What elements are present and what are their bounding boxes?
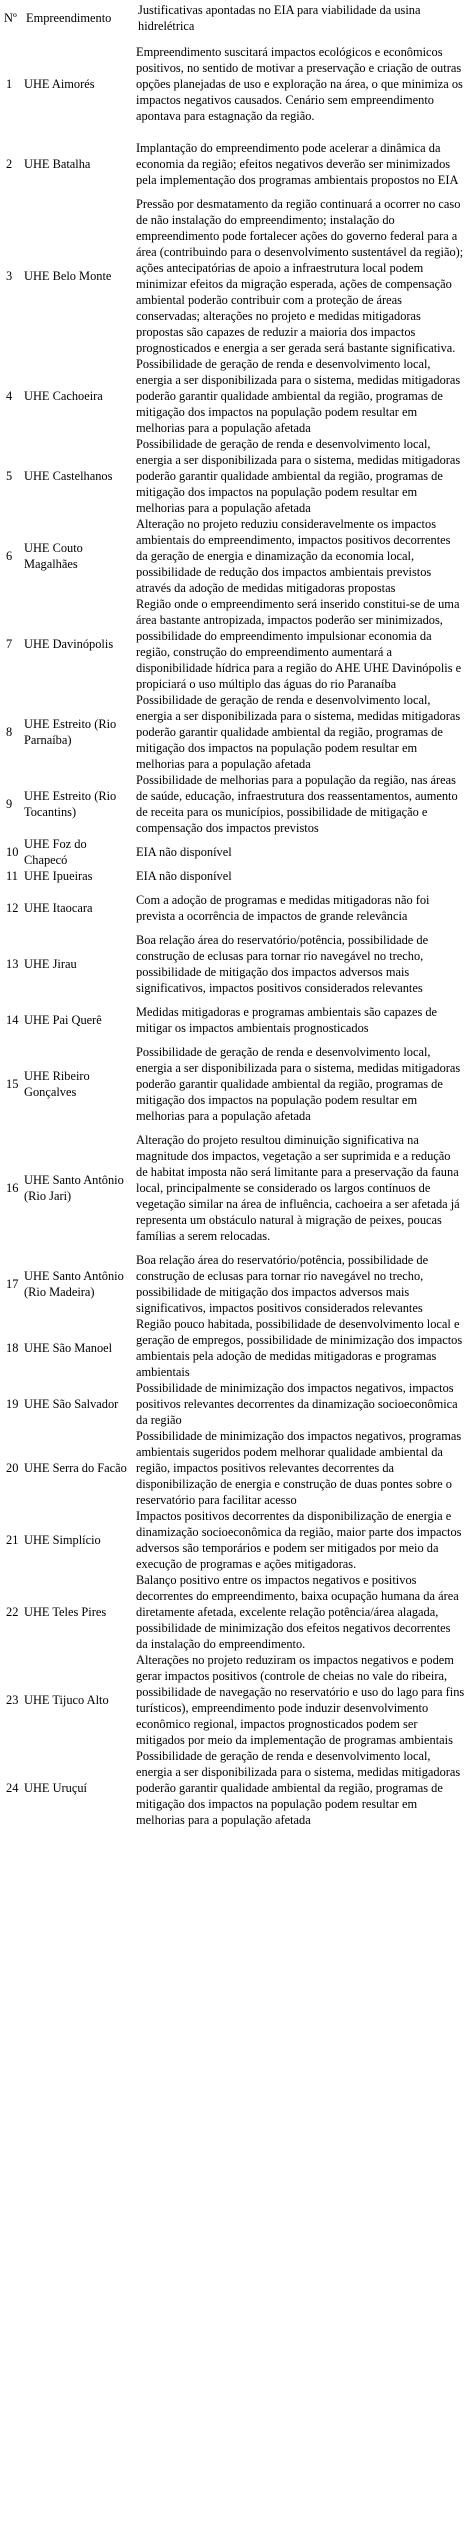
- justification-text: Possibilidade de geração de renda e desenvolvimento local, energia a ser disponibilizada para o sistema, medidas mitigadoras poderão garantir qualidade ambiental da região, programas de mitigação dos impactos na população podem resultar em melhorias para a população afetada: [136, 437, 461, 515]
- project-name: UHE Batalha: [24, 157, 91, 171]
- row-number: 11: [6, 869, 18, 883]
- project-name: UHE Pai Querê: [24, 1013, 102, 1027]
- table-row: [0, 1044, 469, 1124]
- table-row: [0, 36, 469, 132]
- table-row: [0, 884, 469, 932]
- justification-text: Com a adoção de programas e medidas mitigadoras não foi prevista a ocorrência de impactos de grande relevância: [136, 893, 430, 923]
- table-row: [0, 1652, 469, 1748]
- table-row: [0, 1380, 469, 1428]
- table-row: [0, 1124, 469, 1252]
- justification-text: Pressão por desmatamento da região continuará a ocorrer no caso de não instalação do empreendimento; instalação do empreendimento pode fortalecer ações do governo federal para a área (contribuindo para o desenvolvimento sustentável da região); ações antecipatórias de apoio a infraestrutura local podem minimizar efeitos da migração esperada, ações de compensação ambiental poderão contribuir com a proteção de áreas conservadas; alterações no projeto e medidas mitigadoras propostas são capazes de reduzir a maioria dos impactos prognosticados e energia a ser gerada será bastante significativa.: [136, 197, 464, 355]
- project-name: UHE São Manoel: [24, 1341, 113, 1355]
- project-name: UHE Santo Antônio (Rio Madeira): [24, 1269, 124, 1299]
- project-name: UHE Jirau: [24, 957, 77, 971]
- project-name: UHE Cachoeira: [24, 389, 103, 403]
- project-name: UHE Belo Monte: [24, 269, 112, 283]
- row-number: 5: [6, 469, 13, 483]
- justification-text: Possibilidade de geração de renda e desenvolvimento local, energia a ser disponibilizada para o sistema, medidas mitigadoras poderão garantir qualidade ambiental da região, programas de mitigação dos impactos na população podem resultar em melhorias para a população afetada: [136, 1749, 461, 1827]
- table-row: [0, 1572, 469, 1652]
- header-project: Empreendimento: [26, 11, 112, 25]
- project-name: UHE Davinópolis: [24, 637, 114, 651]
- justification-text: Possibilidade de minimização dos impactos negativos, programas ambientais sugeridos podem melhorar qualidade ambiental da região, impactos positivos relevantes decorrentes da disponibilização de energia e construção de duas pontes sobre o reservatório para facilitar acesso: [136, 1429, 462, 1507]
- row-number: 4: [6, 389, 13, 403]
- table-row: [0, 196, 469, 356]
- project-name: UHE Tijuco Alto: [24, 1693, 109, 1707]
- row-number: 9: [6, 797, 13, 811]
- project-name: UHE Foz do Chapecó: [24, 837, 87, 867]
- project-name: UHE Ipueiras: [24, 869, 93, 883]
- table-row: [0, 596, 469, 692]
- justification-text: Alteração do projeto resultou diminuição significativa na magnitude dos impactos, vegetação a ser suprimida e a redução de habitat imposta não será limitante para a preservação da fauna local, principalmente se considerado os largos contínuos de vegetação similar na área de influência, cachoeira a ser afetada já representa um obstáculo natural à migração de peixes, poucas famílias a serem relocadas.: [136, 1133, 460, 1243]
- row-number: 1: [6, 77, 13, 91]
- row-number: 19: [6, 1397, 19, 1411]
- justification-text: Empreendimento suscitará impactos ecológicos e econômicos positivos, no sentido de motivar a preservação e criação de outras opções planejadas de uso e exploração na área, o que minimiza os impactos negativos causados. Cenário sem empreendimento apontava para estagnação da região.: [136, 45, 463, 123]
- project-name: UHE Uruçuí: [24, 1781, 87, 1795]
- project-name: UHE Teles Pires: [24, 1605, 107, 1619]
- justification-text: Possibilidade de geração de renda e desenvolvimento local, energia a ser disponibilizada para o sistema, medidas mitigadoras poderão garantir qualidade ambiental da região, programas de mitigação dos impactos na população podem resultar em melhorias para a população afetada: [136, 357, 461, 435]
- justification-text: EIA não disponível: [136, 845, 232, 859]
- justification-text: Boa relação área do reservatório/potência, possibilidade de construção de eclusas para tornar rio navegável no trecho, possibilidade de mitigação dos impactos adversos mais significativos, impactos positivos considerados relevantes: [136, 1253, 429, 1315]
- justification-text: Alterações no projeto reduziram os impactos negativos e podem gerar impactos positivos (controle de cheias no vale do ribeira, possibilidade de navegação no reservatório e uso do lago para fins turísticos), empreendimento pode induzir desenvolvimento econômico regional, impactos prognosticados podem ser mitigados por meio da implementação de programas ambientais: [136, 1653, 465, 1747]
- row-number: 14: [6, 1013, 19, 1027]
- table-row: [0, 436, 469, 516]
- row-number: 10: [6, 845, 19, 859]
- table-body: [0, 36, 469, 1828]
- table-row: [0, 1748, 469, 1828]
- project-name: UHE Estreito (Rio Tocantins): [24, 789, 117, 819]
- row-number: 2: [6, 157, 13, 171]
- table-row: [0, 772, 469, 836]
- table-row: [0, 1252, 469, 1316]
- row-number: 6: [6, 549, 13, 563]
- project-name: UHE Castelhanos: [24, 469, 113, 483]
- row-number: 23: [6, 1693, 19, 1707]
- justification-text: Impactos positivos decorrentes da disponibilização de energia e dinamização socioeconômica da região, maior parte dos impactos adversos são temporários e podem ser mitigados por meio da execução de programas e ações mitigadoras.: [136, 1509, 462, 1571]
- table-row: [0, 836, 469, 868]
- table-row: [0, 868, 469, 884]
- justification-text: Possibilidade de geração de renda e desenvolvimento local, energia a ser disponibilizada para o sistema, medidas mitigadoras poderão garantir qualidade ambiental da região, programas de mitigação dos impactos na população podem resultar em melhorias para a população afetada: [136, 693, 461, 771]
- row-number: 21: [6, 1533, 19, 1547]
- row-number: 18: [6, 1341, 19, 1355]
- project-name: UHE Itaocara: [24, 901, 93, 915]
- justification-text: Região pouco habitada, possibilidade de desenvolvimento local e geração de empregos, possibilidade de minimização dos impactos ambientais pela adoção de medidas mitigadoras e programas ambientais: [136, 1317, 463, 1379]
- table-row: [0, 996, 469, 1044]
- project-name: UHE Serra do Facão: [24, 1461, 127, 1475]
- justification-text: Medidas mitigadoras e programas ambientais são capazes de mitigar os impactos ambientais prognosticados: [136, 1005, 438, 1035]
- justification-text: Possibilidade de minimização dos impactos negativos, impactos positivos relevantes decorrentes da dinamização socioeconômica da região: [136, 1381, 458, 1427]
- justification-text: Possibilidade de geração de renda e desenvolvimento local, energia a ser disponibilizada para o sistema, medidas mitigadoras poderão garantir qualidade ambiental da região, programas de mitigação dos impactos na população podem resultar em melhorias para a população afetada: [136, 1045, 461, 1123]
- justification-text: Implantação do empreendimento pode acelerar a dinâmica da economia da região; efeitos negativos deverão ser minimizados pela implementação dos programas ambientais propostos no EIA: [136, 141, 459, 187]
- header-justification: Justificativas apontadas no EIA para viabilidade da usina hidrelétrica: [138, 3, 421, 33]
- project-name: UHE Simplício: [24, 1533, 101, 1547]
- row-number: 16: [6, 1181, 19, 1195]
- justification-text: Possibilidade de melhorias para a população da região, nas áreas de saúde, educação, infraestrutura dos reassentamentos, aumento de receita para os municípios, possibilidade de mitigação e compensação dos impactos previstos: [136, 773, 458, 835]
- row-number: 15: [6, 1077, 19, 1091]
- justification-text: Boa relação área do reservatório/potência, possibilidade de construção de eclusas para tornar rio navegável no trecho, possibilidade de mitigação dos impactos adversos mais significativos, impactos positivos considerados relevantes: [136, 933, 429, 995]
- justification-text: Alteração no projeto reduziu consideravelmente os impactos ambientais do empreendimento, impactos positivos decorrentes da geração de energia e dinamização da economia local, possibilidade de redução dos impactos ambientais previstos através da adoção de medidas mitigadoras propostas: [136, 517, 451, 595]
- table-row: [0, 1316, 469, 1380]
- header-row: [0, 0, 469, 36]
- project-name: UHE Santo Antônio (Rio Jari): [24, 1173, 124, 1203]
- row-number: 7: [6, 637, 13, 651]
- table-row: [0, 356, 469, 436]
- table-row: [0, 932, 469, 996]
- row-number: 3: [6, 269, 13, 283]
- justification-text: EIA não disponível: [136, 869, 232, 883]
- table-header: [0, 0, 469, 36]
- table-row: [0, 132, 469, 196]
- project-name: UHE Ribeiro Gonçalves: [24, 1069, 90, 1099]
- row-number: 24: [6, 1781, 19, 1795]
- row-number: 17: [6, 1277, 19, 1291]
- row-number: 8: [6, 725, 13, 739]
- header-number: Nº: [4, 11, 17, 25]
- row-number: 20: [6, 1461, 19, 1475]
- justification-text: Região onde o empreendimento será inserido constitui-se de uma área bastante antropizada, impactos poderão ser minimizados, possibilidade do empreendimento impulsionar economia da região, construção do empreendimento aumentará a disponibilidade hídrica para a região do AHE UHE Davinópolis e propiciará o uso múltiplo das águas do rio Paranaíba: [136, 597, 462, 691]
- project-name: UHE Aimorés: [24, 77, 95, 91]
- table-row: [0, 516, 469, 596]
- table-row: [0, 1508, 469, 1572]
- project-name: UHE Couto Magalhães: [24, 541, 83, 571]
- justification-text: Balanço positivo entre os impactos negativos e positivos decorrentes do empreendimento, baixa ocupação humana da área diretamente afetada, excelente relação potência/área alagada, possibilidade de minimização dos efeitos negativos decorrentes da instalação do empreendimento.: [136, 1573, 459, 1651]
- table-row: [0, 692, 469, 772]
- project-name: UHE Estreito (Rio Parnaíba): [24, 717, 117, 747]
- project-name: UHE São Salvador: [24, 1397, 119, 1411]
- row-number: 22: [6, 1605, 19, 1619]
- row-number: 13: [6, 957, 19, 971]
- table-row: [0, 1428, 469, 1508]
- row-number: 12: [6, 901, 19, 915]
